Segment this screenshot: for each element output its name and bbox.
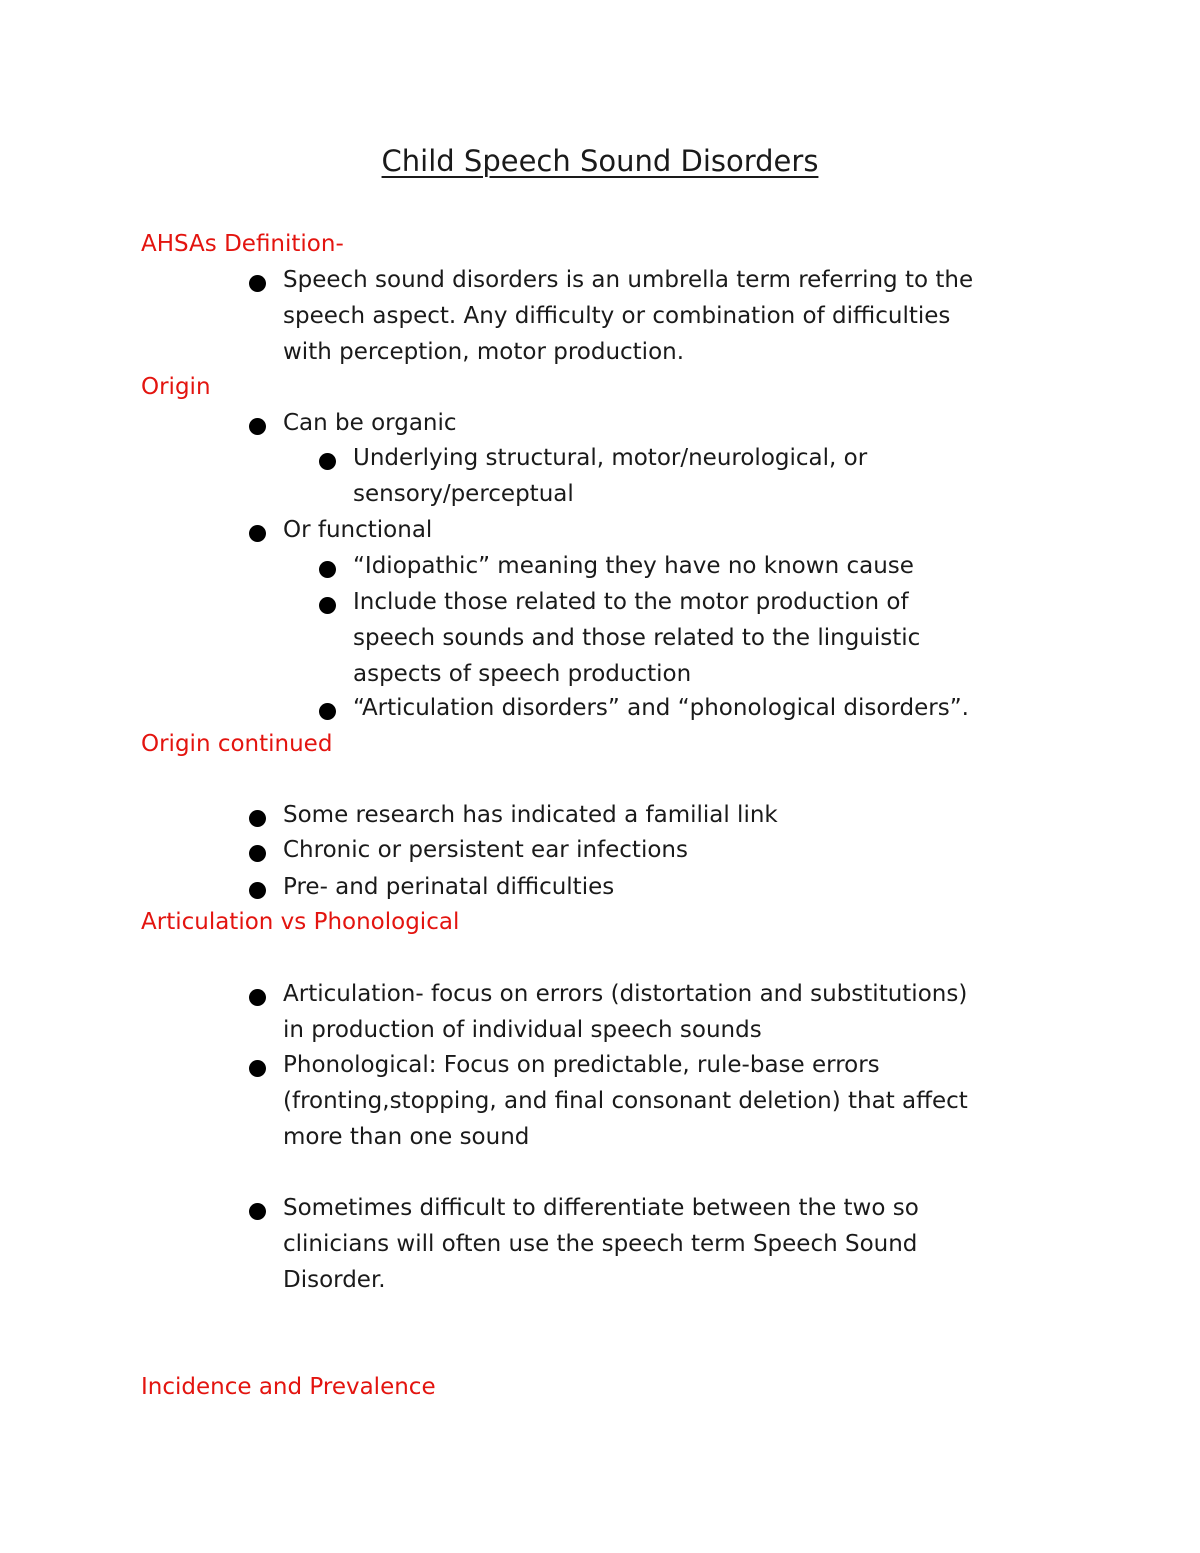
list-item-line: “Articulation disorders” and “phonological disorders”.: [353, 695, 969, 721]
bullet-icon: [249, 418, 266, 435]
list-item: [283, 1190, 919, 1298]
list-item-line: Include those related to the motor production of: [353, 589, 909, 615]
list-item-line: Speech sound disorders is an umbrella term referring to the: [283, 267, 974, 293]
list-item: [283, 405, 457, 441]
list-item-line: with perception, motor production.: [283, 339, 685, 365]
bullet-icon: [319, 561, 336, 578]
bullet-icon: [249, 845, 266, 862]
list-item-line: Disorder.: [283, 1267, 386, 1293]
bullet-icon: [249, 989, 266, 1006]
bullet-icon: [319, 453, 336, 470]
section-heading-incidence-and-prevalence: Incidence and Prevalence: [141, 1374, 436, 1400]
list-item: [283, 512, 432, 548]
bullet-icon: [249, 1060, 266, 1077]
list-item-line: (fronting,stopping, and final consonant deletion) that affect: [283, 1088, 968, 1114]
list-item-line: more than one sound: [283, 1124, 530, 1150]
list-item-line: Underlying structural, motor/neurological, or: [353, 445, 868, 471]
list-item-line: clinicians will often use the speech term Speech Sound: [283, 1231, 918, 1257]
list-item-line: Some research has indicated a familial link: [283, 802, 778, 828]
list-item-line: Sometimes difficult to differentiate between the two so: [283, 1195, 919, 1221]
list-item: [353, 440, 867, 512]
list-item: [283, 869, 614, 905]
list-item-line: aspects of speech production: [353, 661, 692, 687]
list-item-line: Or functional: [283, 517, 433, 543]
bullet-icon: [249, 882, 266, 899]
list-item-line: speech aspect. Any difficulty or combination of difficulties: [283, 303, 951, 329]
list-item-line: speech sounds and those related to the linguistic: [353, 625, 921, 651]
list-item: [353, 548, 914, 584]
bullet-icon: [319, 703, 336, 720]
bullet-icon: [249, 810, 266, 827]
list-item: [283, 797, 778, 833]
list-item-line: sensory/perceptual: [353, 481, 574, 507]
list-item: [283, 976, 967, 1048]
list-item-line: Chronic or persistent ear infections: [283, 837, 688, 863]
list-item-line: in production of individual speech sounds: [283, 1017, 762, 1043]
list-item-line: Articulation- focus on errors (distortation and substitutions): [283, 981, 968, 1007]
bullet-icon: [319, 597, 336, 614]
list-item-line: Phonological: Focus on predictable, rule-base errors: [283, 1052, 880, 1078]
bullet-icon: [249, 525, 266, 542]
list-item-line: Can be organic: [283, 410, 457, 436]
list-item: [353, 690, 969, 726]
section-heading-origin: Origin: [141, 374, 211, 400]
section-heading-origin-continued: Origin continued: [141, 731, 333, 757]
list-item-line: “Idiopathic” meaning they have no known cause: [353, 553, 914, 579]
list-item: [283, 1047, 968, 1155]
section-heading-ahsas-definition: AHSAs Definition-: [141, 231, 344, 257]
section-heading-articulation-vs-phonological: Articulation vs Phonological: [141, 909, 460, 935]
bullet-icon: [249, 275, 266, 292]
list-item: [353, 584, 920, 692]
list-item: [283, 262, 973, 370]
list-item-line: Pre- and perinatal difficulties: [283, 874, 615, 900]
bullet-icon: [249, 1203, 266, 1220]
list-item: [283, 832, 688, 868]
page-title: Child Speech Sound Disorders: [381, 144, 819, 178]
